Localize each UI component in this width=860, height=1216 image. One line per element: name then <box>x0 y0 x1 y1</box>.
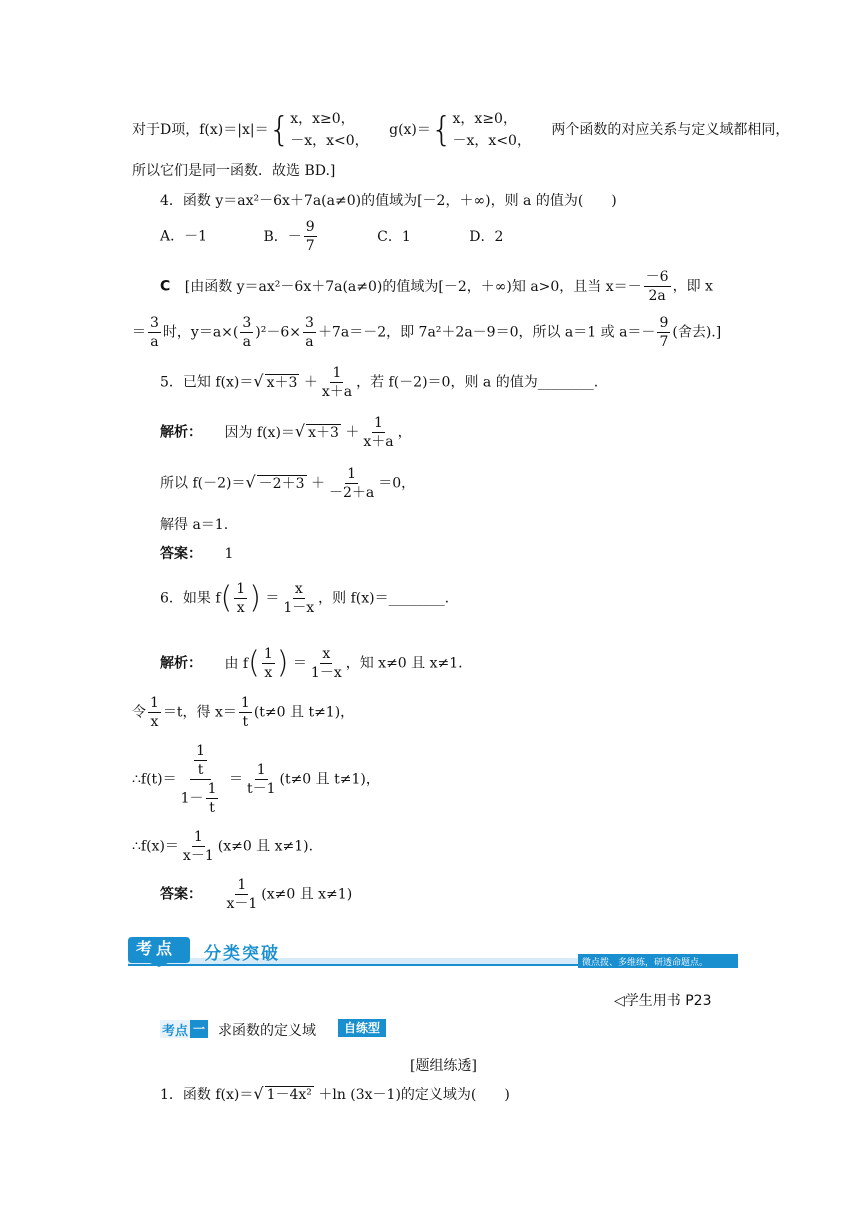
num: 1 <box>374 415 383 431</box>
text: ∴f(x)＝ <box>132 838 179 855</box>
fraction <box>206 780 219 817</box>
num: 9 <box>659 315 669 331</box>
topic-title: 求函数的定义域 <box>218 1023 316 1039</box>
text: [由函数 y＝ax²－6x＋7a(a≠0)的值域为[－2，＋∞)知 a>0，且当 x＝－ <box>184 278 642 295</box>
text: 时，y＝a×( <box>162 324 239 341</box>
question-5-analysis-1: 解析： 因为 f(x)＝√ x＋3 ＋ $\frac{1}{x+a}$ ， <box>160 415 412 450</box>
fraction <box>234 580 247 617</box>
den: 1－x <box>283 600 315 616</box>
den: x＋a <box>363 434 394 450</box>
text: ＝ <box>265 590 280 607</box>
text: ＝0， <box>378 475 416 492</box>
text: 所以 f(－2)＝ <box>160 475 246 492</box>
fraction <box>239 694 252 731</box>
text: ＋ <box>303 374 318 391</box>
den: t <box>242 714 249 730</box>
num: 1 <box>193 829 203 845</box>
text: )²－6× <box>255 324 302 341</box>
fraction <box>224 876 259 913</box>
sqrt: 1－4x² <box>266 1087 312 1103</box>
text: ＝t，得 x＝ <box>162 704 237 721</box>
text: ，即 x <box>672 278 713 295</box>
answer-label: 答案： <box>160 546 202 562</box>
sqrt: －2＋3 <box>258 475 305 492</box>
question-6-stem: 6．如果 f( $\frac{1}{x}$ ) ＝ $\frac{x}{1-x}$ ，则 f(x)＝________. <box>160 580 450 616</box>
fraction <box>148 694 161 731</box>
topic-type-badge: 自练型 <box>338 1019 386 1037</box>
text: ＋7a＝－2，即 7a²＋2a－9＝0，所以 a＝1 或 a＝－ <box>317 324 656 341</box>
cases <box>290 108 368 152</box>
num: 1 <box>196 743 206 759</box>
text: ，若 f(－2)＝0，则 a 的值为________. <box>356 374 599 391</box>
fraction <box>657 314 670 351</box>
fraction <box>262 645 275 682</box>
text: ＝ <box>228 771 243 788</box>
text: ＝ <box>132 324 146 341</box>
question-6-analysis-4 <box>132 828 313 865</box>
num: 1 <box>256 762 266 778</box>
num: 1 <box>263 646 273 662</box>
book-reference: ◁学生用书 P23 <box>614 993 712 1009</box>
den: x＋a <box>321 384 353 400</box>
section-title: 分类突破 <box>204 944 280 964</box>
option-d: D．2 <box>469 228 504 245</box>
sqrt: x＋3 <box>308 424 339 441</box>
analysis-label: 解析： <box>160 655 202 672</box>
fraction <box>320 364 354 401</box>
text: 因为 f(x)＝ <box>224 424 295 441</box>
fraction <box>281 580 316 617</box>
text: 5．已知 f(x)＝ <box>160 374 254 391</box>
question-4-solution-2 <box>132 314 721 351</box>
fraction <box>327 465 376 502</box>
den: a <box>305 334 314 350</box>
fraction <box>148 314 161 351</box>
den: 7 <box>305 238 315 254</box>
question-6-analysis-2 <box>132 694 354 731</box>
num: x <box>322 646 331 662</box>
fraction <box>181 828 216 865</box>
num: 1 <box>237 877 247 893</box>
text: ＋ <box>345 424 360 441</box>
text: ＋ <box>310 475 325 492</box>
num: 3 <box>305 315 314 331</box>
num: x <box>294 581 303 597</box>
question-6-analysis-3 <box>132 742 380 817</box>
fraction <box>304 218 317 255</box>
num: －6 <box>645 269 669 285</box>
den: x <box>236 600 245 616</box>
text: 令 <box>132 704 146 721</box>
section-subtitle: 微点拨、多维练，研透命题点。 <box>582 958 709 968</box>
den: x <box>150 714 159 730</box>
question-4-solution-1 <box>160 268 713 305</box>
text: (舍去).] <box>672 324 722 341</box>
option-b: B．－ <box>263 228 302 245</box>
num <box>190 742 211 780</box>
text: ＝ <box>292 655 307 672</box>
text: ＋ln (3x－1)的定义域为( ) <box>318 1087 510 1103</box>
den: －2＋a <box>328 485 375 501</box>
num: 9 <box>305 219 315 235</box>
brace: { <box>430 110 453 150</box>
question-6-answer <box>160 876 352 913</box>
case-2: －x，x<0， <box>452 133 531 149</box>
answer-letter: C <box>160 278 171 295</box>
den: t <box>197 762 204 778</box>
den: x－1 <box>182 848 214 864</box>
question-5-stem: 5．已知 f(x)＝√ x＋3 ＋ $\frac{1}{x+a}$ ，若 f(－2)＝0，则 a 的值为________. <box>160 365 599 400</box>
text: ，知 x≠0 且 x≠1. <box>345 655 463 672</box>
fraction <box>303 314 316 351</box>
question-5-analysis-2: 所以 f(－2)＝√ －2＋3 ＋ $\frac{1}{-2+a}$ ＝0， <box>160 466 416 501</box>
num: 1 <box>207 781 217 797</box>
text: (t≠0 且 t≠1)， <box>279 771 380 788</box>
num: 1 <box>236 581 246 597</box>
fraction <box>245 761 278 798</box>
d-item-conclusion: 所以它们是同一函数．故选 BD.] <box>132 163 336 179</box>
fraction <box>644 268 671 305</box>
fraction <box>309 645 344 682</box>
topic-question-1: 1．函数 f(x)＝√ 1－4x² ＋ln (3x－1)的定义域为( ) <box>160 1084 510 1103</box>
option-c: C．1 <box>377 228 411 245</box>
den: 1－x <box>310 665 342 681</box>
text: 对于D项， <box>132 122 200 138</box>
question-6-analysis-1: 解析： 由 f( $\frac{1}{x}$ ) ＝ $\frac{x}{1-x}$ ，知 x≠0 且 x≠1. <box>160 645 463 681</box>
text: ∴f(t)＝ <box>132 771 177 788</box>
fraction <box>361 414 395 451</box>
num: 1 <box>347 466 357 482</box>
topic-number: 一 <box>190 1020 208 1038</box>
den: 7 <box>659 334 669 350</box>
text: 6．如果 f <box>160 590 221 607</box>
fraction <box>194 742 207 779</box>
brace: { <box>268 110 291 150</box>
den: a <box>242 334 252 350</box>
den: t <box>209 800 215 816</box>
text: ， <box>397 424 412 441</box>
topic-tag: 考点 <box>162 1024 189 1039</box>
text: f(x)＝|x|＝ <box>199 122 269 138</box>
text: (x≠0 且 x≠1) <box>261 886 353 903</box>
case-1: x，x≥0， <box>290 111 355 127</box>
text: 两个函数的对应关系与定义域都相同， <box>551 122 790 138</box>
fraction <box>240 314 253 351</box>
question-5-answer <box>160 543 233 563</box>
text: ，则 f(x)＝________. <box>318 590 450 607</box>
sqrt: x＋3 <box>266 374 298 391</box>
case-2: －x，x<0， <box>290 133 369 149</box>
den: t－1 <box>246 781 276 797</box>
group-heading: [题组练透] <box>410 1058 477 1074</box>
text: (x≠0 且 x≠1). <box>217 838 314 855</box>
den: x <box>264 665 273 681</box>
cases <box>453 108 531 152</box>
section-badge: 考点 <box>136 939 177 958</box>
num: 1 <box>150 695 159 711</box>
den: 2a <box>648 288 666 304</box>
text: 由 f <box>224 655 249 672</box>
den <box>179 780 223 817</box>
option-a: A．－1 <box>160 228 208 245</box>
num: 3 <box>150 315 159 331</box>
text: 1－ <box>180 790 204 807</box>
complex-fraction <box>179 742 223 817</box>
num: 3 <box>242 315 252 331</box>
case-1: x，x≥0， <box>452 111 517 127</box>
analysis-label: 解析： <box>160 424 202 441</box>
num: 1 <box>240 695 250 711</box>
den: a <box>150 334 159 350</box>
question-4-options <box>160 218 503 255</box>
text: 1．函数 f(x)＝ <box>160 1087 254 1103</box>
text: (t≠0 且 t≠1)， <box>253 704 355 721</box>
text: g(x)＝ <box>389 122 431 138</box>
num: 1 <box>332 365 342 381</box>
d-item-line <box>132 108 789 152</box>
answer-label: 答案： <box>160 886 202 903</box>
answer-value: 1 <box>224 546 234 562</box>
question-5-analysis-3: 解得 a＝1. <box>160 517 229 533</box>
question-4-stem: 4．函数 y＝ax²－6x＋7a(a≠0)的值域为[－2，＋∞)，则 a 的值为( ) <box>160 193 617 209</box>
den: x－1 <box>226 896 258 912</box>
